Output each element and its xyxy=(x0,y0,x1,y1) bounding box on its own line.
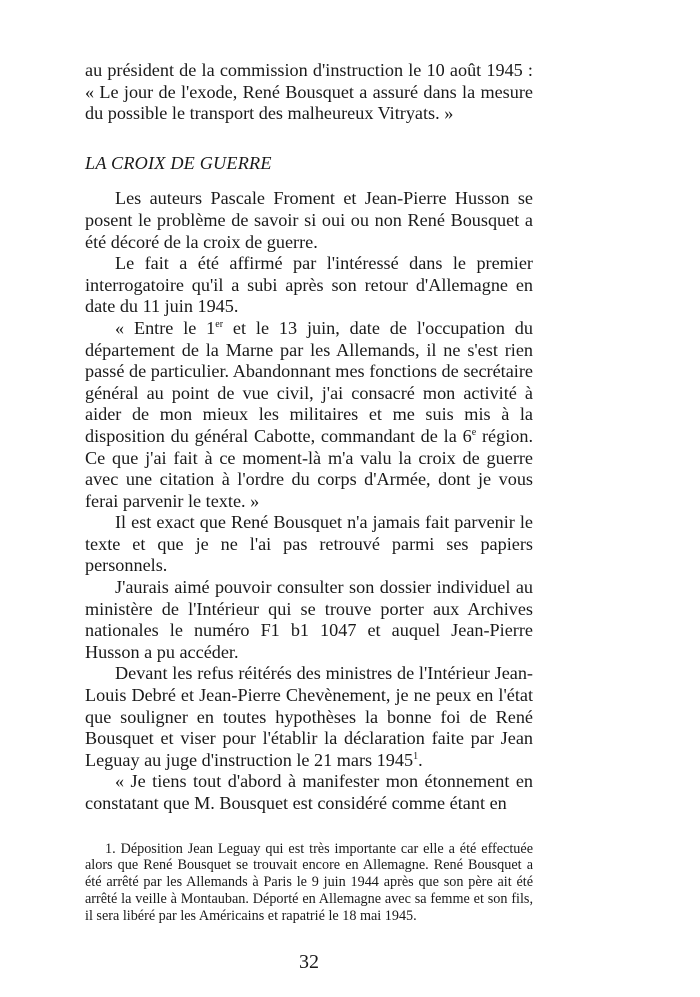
paragraph-4: Il est exact que René Bousquet n'a jamais fait parvenir le texte et que je ne l'ai pas retrouvé parmi ses papiers personnels. xyxy=(85,512,533,576)
paragraph-6-end: . xyxy=(418,749,423,770)
paragraph-3-quote xyxy=(85,318,533,512)
footnotes xyxy=(85,841,533,925)
paragraph-1: Les auteurs Pascale Froment et Jean-Pierre Husson se posent le problème de savoir si oui ou non René Bousquet a été décoré de la croix de guerre. xyxy=(85,188,533,252)
book-page xyxy=(85,60,533,974)
footnote-1: 1. Déposition Jean Leguay qui est très importante car elle a été effectuée alors que René Bousquet se trouvait encore en Allemagne. René Bousquet a été arrêté par les Allemands à Paris le 9 juin 1944 après que son père ait été arrêté la veille à Montauban. Déporté en Allemagne avec sa femme et son fils, il sera libéré par les Américains et rapatrié le 18 mai 1945. xyxy=(85,840,533,924)
footnote-ref-1: 1 xyxy=(413,750,419,762)
section-title: LA CROIX DE GUERRE xyxy=(85,152,272,173)
paragraph-6 xyxy=(85,663,533,771)
quote-part-c: région. Ce que j'ai fait à ce moment-là m'a valu la croix de guerre avec une citation à l'ordre du corps d'Armée, dont je vous ferai parvenir le texte. » xyxy=(85,425,534,511)
superscript-er: er xyxy=(215,318,224,330)
paragraph-5: J'aurais aimé pouvoir consulter son dossier individuel au ministère de l'Intérieur qui se trouve porter aux Archives nationales le numéro F1 b1 1047 et auquel Jean-Pierre Husson a pu accéder. xyxy=(85,577,533,662)
paragraph-continuation: au président de la commission d'instruction le 10 août 1945 : « Le jour de l'exode, René Bousquet a assuré dans la mesure du possible le transport des malheureux Vitryats. » xyxy=(85,60,533,124)
superscript-e: e xyxy=(471,426,477,438)
paragraph-6-text: Devant les refus réitérés des ministres de l'Intérieur Jean-Louis Debré et Jean-Pierre Chevènement, je ne peux en l'état que souligner en toutes hypothèses la bonne foi de René Bousquet et viser pour l'établir la déclaration faite par Jean Leguay au juge d'instruction le 21 mars 1945 xyxy=(85,663,533,770)
paragraph-7: « Je tiens tout d'abord à manifester mon étonnement en constatant que M. Bousquet est considéré comme étant en xyxy=(85,771,533,813)
paragraph-2: Le fait a été affirmé par l'intéressé dans le premier interrogatoire qu'il a subi après son retour d'Allemagne en date du 11 juin 1945. xyxy=(85,253,533,317)
quote-part-b: et le 13 juin, date de l'occupation du département de la Marne par les Allemands, il ne s'est rien passé de particulier. Abandonnant mes fonctions de secrétaire général au point de vue civil, j'ai consacré mon activité à aider de mon mieux les militaires et me suis mis à la disposition du général Cabotte, commandant de la 6 xyxy=(85,317,533,446)
quote-part-a: « Entre le 1 xyxy=(115,317,216,338)
page-number: 32 xyxy=(299,950,319,973)
